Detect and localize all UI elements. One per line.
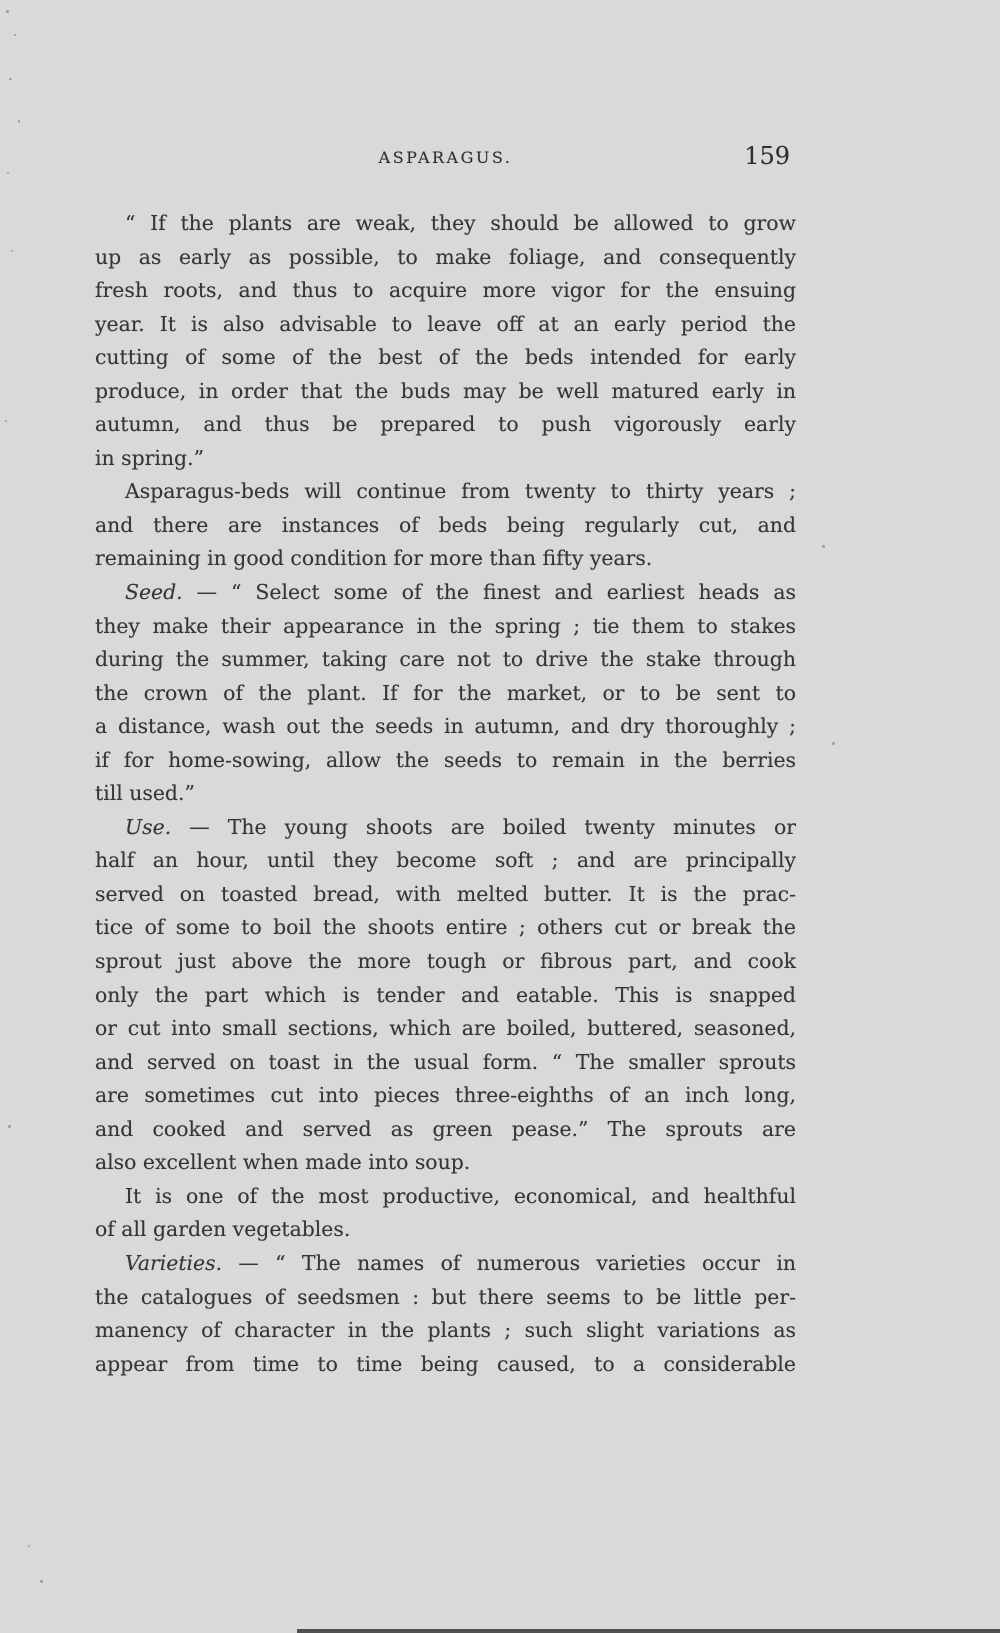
scan-noise-speckle	[11, 250, 13, 252]
text-line: a distance, wash out the seeds in autumn, and dry thoroughly ;	[95, 714, 796, 739]
text-line: Use. — The young shoots are boiled twenty minutes or	[125, 814, 796, 839]
text-line: Varieties. — “ The names of numerous varieties occur in	[125, 1250, 796, 1275]
text-line: manency of character in the plants ; such slight variations as	[95, 1318, 796, 1343]
text-line: Seed. — “ Select some of the finest and earliest heads as	[125, 580, 796, 605]
text-line: “ If the plants are weak, they should be allowed to grow	[125, 211, 796, 235]
text-line: served on toasted bread, with melted butter. It is the prac-	[95, 881, 796, 906]
text-line: and cooked and served as green pease.” The sprouts are	[95, 1116, 796, 1141]
text-line: if for home-sowing, allow the seeds to remain in the berries	[95, 747, 796, 772]
text-line: tice of some to boil the shoots entire ; others cut or break the	[95, 915, 796, 940]
text-line: Asparagus-beds will continue from twenty to thirty years ;	[125, 479, 796, 504]
text-line: till used.”	[95, 781, 195, 806]
scan-edge-line	[297, 1629, 1000, 1633]
scan-noise-speckle	[6, 10, 9, 13]
running-header-title: ASPARAGUS.	[378, 148, 513, 167]
text-line: half an hour, until they become soft ; and are principally	[95, 848, 796, 873]
text-line: the catalogues of seedsmen : but there seems to be little per-	[95, 1284, 796, 1309]
scan-noise-speckle	[822, 545, 825, 548]
scan-noise-speckle	[8, 1125, 11, 1128]
text-line: and served on toast in the usual form. “ The smaller sprouts	[95, 1049, 796, 1074]
scan-noise-speckle	[7, 172, 9, 174]
text-line: only the part which is tender and eatable. This is snapped	[95, 982, 796, 1007]
page-number: 159	[744, 142, 790, 170]
text-line: the crown of the plant. If for the market, or to be sent to	[95, 680, 796, 705]
scan-noise-speckle	[9, 78, 12, 80]
section-lead-word: Seed.	[125, 580, 183, 605]
text-line: It is one of the most productive, economical, and healthful	[125, 1183, 796, 1208]
text-line: they make their appearance in the spring ; tie them to stakes	[95, 613, 796, 638]
text-line: cutting of some of the best of the beds intended for early	[95, 345, 796, 370]
text-line: produce, in order that the buds may be well matured early in	[95, 378, 796, 403]
text-line: also excellent when made into soup.	[95, 1150, 471, 1175]
text-line: during the summer, taking care not to drive the stake through	[95, 647, 796, 672]
text-line: are sometimes cut into pieces three-eighths of an inch long,	[95, 1083, 796, 1108]
scan-noise-speckle	[14, 34, 16, 36]
text-line: in spring.”	[95, 445, 205, 470]
text-line: or cut into small sections, which are boiled, buttered, seasoned,	[95, 1016, 796, 1041]
scan-noise-speckle	[832, 742, 835, 745]
section-lead-word: Varieties.	[125, 1250, 223, 1275]
text-line: of all garden vegetables.	[95, 1217, 351, 1242]
text-line: sprout just above the more tough or fibrous part, and cook	[95, 949, 796, 974]
text-line: appear from time to time being caused, to a considerable	[95, 1351, 796, 1376]
text-line: and there are instances of beds being regularly cut, and	[95, 512, 796, 537]
text-line: fresh roots, and thus to acquire more vigor for the ensuing	[95, 278, 796, 303]
page-body-text	[95, 207, 796, 1381]
section-lead-word: Use.	[125, 814, 172, 839]
scan-noise-speckle	[5, 420, 7, 422]
text-line: year. It is also advisable to leave off at an early period the	[95, 311, 796, 336]
scan-noise-speckle	[18, 120, 20, 123]
scan-noise-speckle	[28, 1545, 30, 1547]
running-header	[95, 142, 796, 172]
scan-noise-speckle	[40, 1580, 43, 1583]
text-line: up as early as possible, to make foliage, and consequently	[95, 244, 796, 269]
text-line: autumn, and thus be prepared to push vigorously early	[95, 412, 796, 437]
text-line: remaining in good condition for more than fifty years.	[95, 546, 653, 571]
